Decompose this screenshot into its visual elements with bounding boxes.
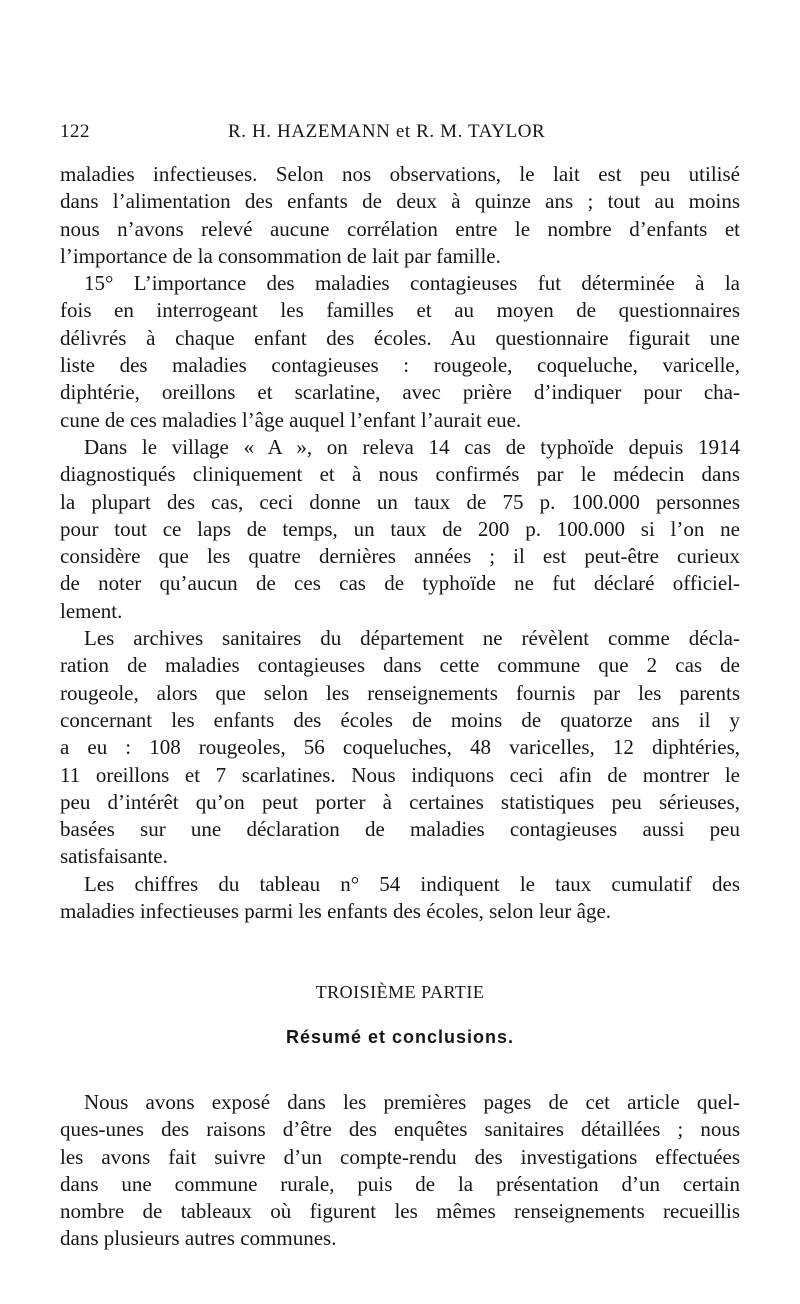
running-head: R. H. HAZEMANN et R. M. TAYLOR: [228, 121, 546, 142]
text-line: lement.: [60, 598, 123, 623]
text-line: rougeole, alors que selon les renseignements fournis par les parents: [60, 680, 740, 705]
text-line: satisfaisante.: [60, 844, 168, 869]
text-line: cune de ces maladies l’âge auquel l’enfant l’aurait eue.: [60, 407, 522, 432]
text-line: peu d’intérêt qu’on peut porter à certaines statistiques peu sérieuses,: [60, 789, 740, 814]
text-line: fois en interrogeant les familles et au moyen de questionnaires: [60, 298, 740, 323]
conclusion-text: [60, 1089, 740, 1253]
text-line: l’importance de la consommation de lait par famille.: [60, 243, 501, 268]
text-line: Les archives sanitaires du département ne révèlent comme décla-: [84, 626, 740, 651]
text-line: diphtérie, oreillons et scarlatine, avec prière d’indiquer pour cha-: [60, 380, 740, 405]
body-text: [60, 161, 740, 925]
text-line: pour tout ce laps de temps, un taux de 200 p. 100.000 si l’on ne: [60, 516, 740, 541]
text-line: Nous avons exposé dans les premières pages de cet article quel-: [84, 1090, 740, 1114]
text-line: 11 oreillons et 7 scarlatines. Nous indiquons ceci afin de montrer le: [60, 762, 740, 787]
page-number: 122: [60, 121, 90, 142]
text-line: nombre de tableaux où figurent les mêmes renseignements recueillis: [60, 1199, 740, 1224]
section-title: Résumé et conclusions.: [285, 1027, 515, 1047]
text-line: dans l’alimentation des enfants de deux à quinze ans ; tout au moins: [60, 189, 740, 214]
text-line: dans une commune rurale, puis de la présentation d’un certain: [60, 1171, 740, 1196]
text-line: maladies infectieuses. Selon nos observations, le lait est peu utilisé: [60, 162, 740, 186]
text-line: délivrés à chaque enfant des écoles. Au questionnaire figurait une: [60, 325, 740, 350]
text-line: Les chiffres du tableau n° 54 indiquent le taux cumulatif des: [84, 871, 740, 896]
text-line: 15° L’importance des maladies contagieuses fut déterminée à la: [84, 271, 740, 296]
text-line: les avons fait suivre d’un compte-rendu des investigations effectuées: [60, 1144, 740, 1169]
text-line: concernant les enfants des écoles de moins de quatorze ans il y: [60, 707, 740, 732]
text-line: Dans le village « A », on releva 14 cas de typhoïde depuis 1914: [84, 434, 740, 459]
text-line: diagnostiqués cliniquement et à nous confirmés par le médecin dans: [60, 462, 740, 487]
text-line: nous n’avons relevé aucune corrélation entre le nombre d’enfants et: [60, 216, 740, 241]
text-line: a eu : 108 rougeoles, 56 coqueluches, 48 varicelles, 12 diphtéries,: [60, 735, 740, 760]
part-title: TROISIÈME PARTIE: [315, 982, 485, 1002]
text-line: dans plusieurs autres communes.: [60, 1226, 337, 1251]
text-line: maladies infectieuses parmi les enfants des écoles, selon leur âge.: [60, 899, 612, 924]
text-line: ques-unes des raisons d’être des enquêtes sanitaires détaillées ; nous: [60, 1117, 740, 1142]
text-line: la plupart des cas, ceci donne un taux de 75 p. 100.000 personnes: [60, 489, 740, 514]
text-line: de noter qu’aucun de ces cas de typhoïde ne fut déclaré officiel-: [60, 571, 740, 596]
text-line: liste des maladies contagieuses : rougeole, coqueluche, varicelle,: [60, 353, 740, 378]
text-line: ration de maladies contagieuses dans cette commune que 2 cas de: [60, 653, 740, 678]
text-line: considère que les quatre dernières années ; il est peut-être curieux: [60, 544, 740, 569]
text-line: basées sur une déclaration de maladies contagieuses aussi peu: [60, 817, 740, 842]
